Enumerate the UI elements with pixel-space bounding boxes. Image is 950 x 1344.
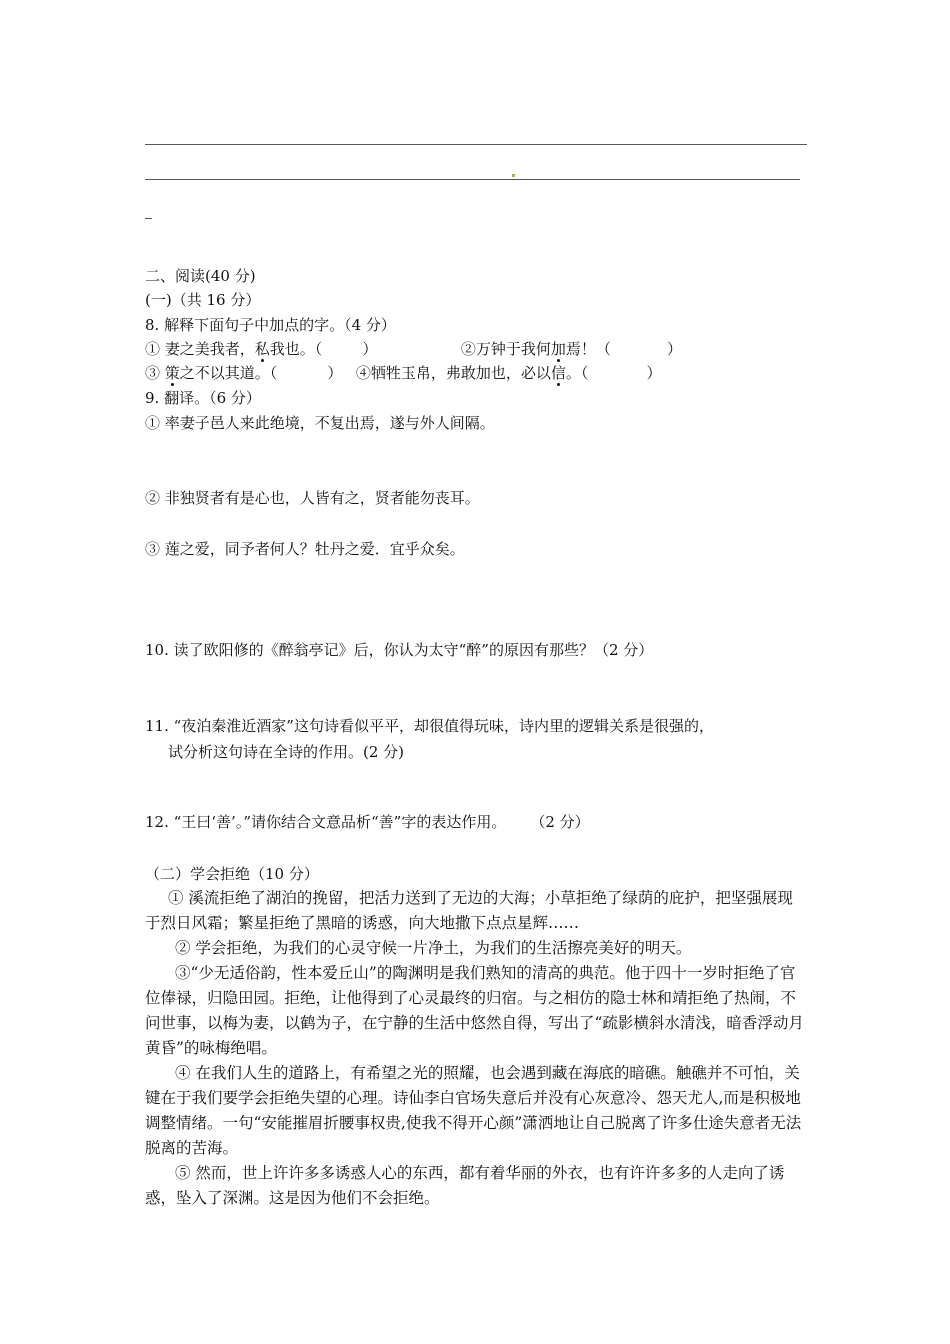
section-title: 二、阅读(40 分) xyxy=(145,267,256,285)
q9-title: 9. 翻译。（6 分） xyxy=(145,389,261,407)
dotted-char: 信 xyxy=(550,364,566,382)
q8-row-2 xyxy=(145,363,661,383)
q12 xyxy=(145,812,590,832)
q8-row-1 xyxy=(145,339,682,359)
dotted-char: 加 xyxy=(550,340,566,358)
q8-item-4: ④牺牲玉帛，弗敢加也，必以信。（ ） xyxy=(355,364,662,382)
q8-title: 8. 解释下面句子中加点的字。（4 分） xyxy=(145,316,396,334)
dotted-char: 私 xyxy=(254,340,270,358)
q8-item-3: ③ 策之不以其道。（ ） xyxy=(145,364,343,382)
q8-item-2: ②万钟于我何加焉！（ ） xyxy=(460,340,682,358)
paragraph-4: ④ 在我们人生的道路上，有希望之光的照耀，也会遇到藏在海底的暗礁。触礁并不可怕，关键在于我们要学会拒绝失望的心理。诗仙李白官场失意后并没有心灰意冷、怨天尤人,而是积极地调整情绪。一句“安能摧眉折腰事权贵,使我不得开心颜”潇洒地让自己脱离了许多仕途失意者无法脱离的苦海。 xyxy=(145,1064,802,1157)
q10: 10. 读了欧阳修的《醉翁亭记》后，你认为太守“醉”的原因有那些？（2 分） xyxy=(145,641,654,659)
answer-line-2 xyxy=(145,179,800,180)
part1-header: (一)（共 16 分） xyxy=(145,291,261,309)
q11-line-1: 11. “夜泊秦淮近酒家”这句诗看似平平，却很值得玩味，诗内里的逻辑关系是很强的， xyxy=(145,717,714,735)
q9-item-3: ③ 莲之爱，同予者何人？牡丹之爱．宜乎众矣。 xyxy=(145,540,465,558)
part2-header: （二）学会拒绝（10 分） xyxy=(145,865,319,883)
paragraph-2: ② 学会拒绝，为我们的心灵守候一片净土，为我们的生活擦亮美好的明天。 xyxy=(175,939,692,957)
q11-line-2: 试分析这句诗在全诗的作用。(2 分) xyxy=(168,743,405,761)
paragraph-3: ③“少无适俗韵，性本爱丘山”的陶渊明是我们熟知的清高的典范。他于四十一岁时拒绝了官位俸禄，归隐田园。拒绝，让他得到了心灵最终的归宿。与之相仿的隐士林和靖拒绝了热闹，不问世事，以梅为妻，以鹤为子，在宁静的生活中悠然自得，写出了“疏影横斜水清浅，暗香浮动月黄昏”的咏梅绝唱。 xyxy=(145,964,804,1057)
q12-score: （2 分） xyxy=(530,813,590,831)
paragraph-1: ① 溪流拒绝了湖泊的挽留，把活力送到了无边的大海；小草拒绝了绿荫的庇护，把坚强展现于烈日风霜；繁星拒绝了黑暗的诱惑，向大地撒下点点星辉…… xyxy=(145,889,793,932)
q8-item-1: ① 妻之美我者，私我也。（ ） xyxy=(145,340,378,358)
answer-line-stub xyxy=(145,218,152,219)
paragraph-5: ⑤ 然而，世上许许多多诱惑人心的东西，都有着华丽的外衣，也有许许多多的人走向了诱惑，坠入了深渊。这是因为他们不会拒绝。 xyxy=(145,1164,785,1207)
q9-item-1: ① 率妻子邑人来此绝境，不复出焉，遂与外人间隔。 xyxy=(145,414,495,432)
q12-text: 12. “王曰‘善’。”请你结合文意品析“善”字的表达作用。 xyxy=(145,813,507,831)
green-dot-mark xyxy=(512,174,515,177)
q9-item-2: ② 非独贤者有是心也，人皆有之，贤者能勿丧耳。 xyxy=(145,489,480,507)
answer-line-1 xyxy=(145,144,807,145)
part2-body xyxy=(145,886,807,1211)
dotted-char: 策 xyxy=(164,364,180,382)
